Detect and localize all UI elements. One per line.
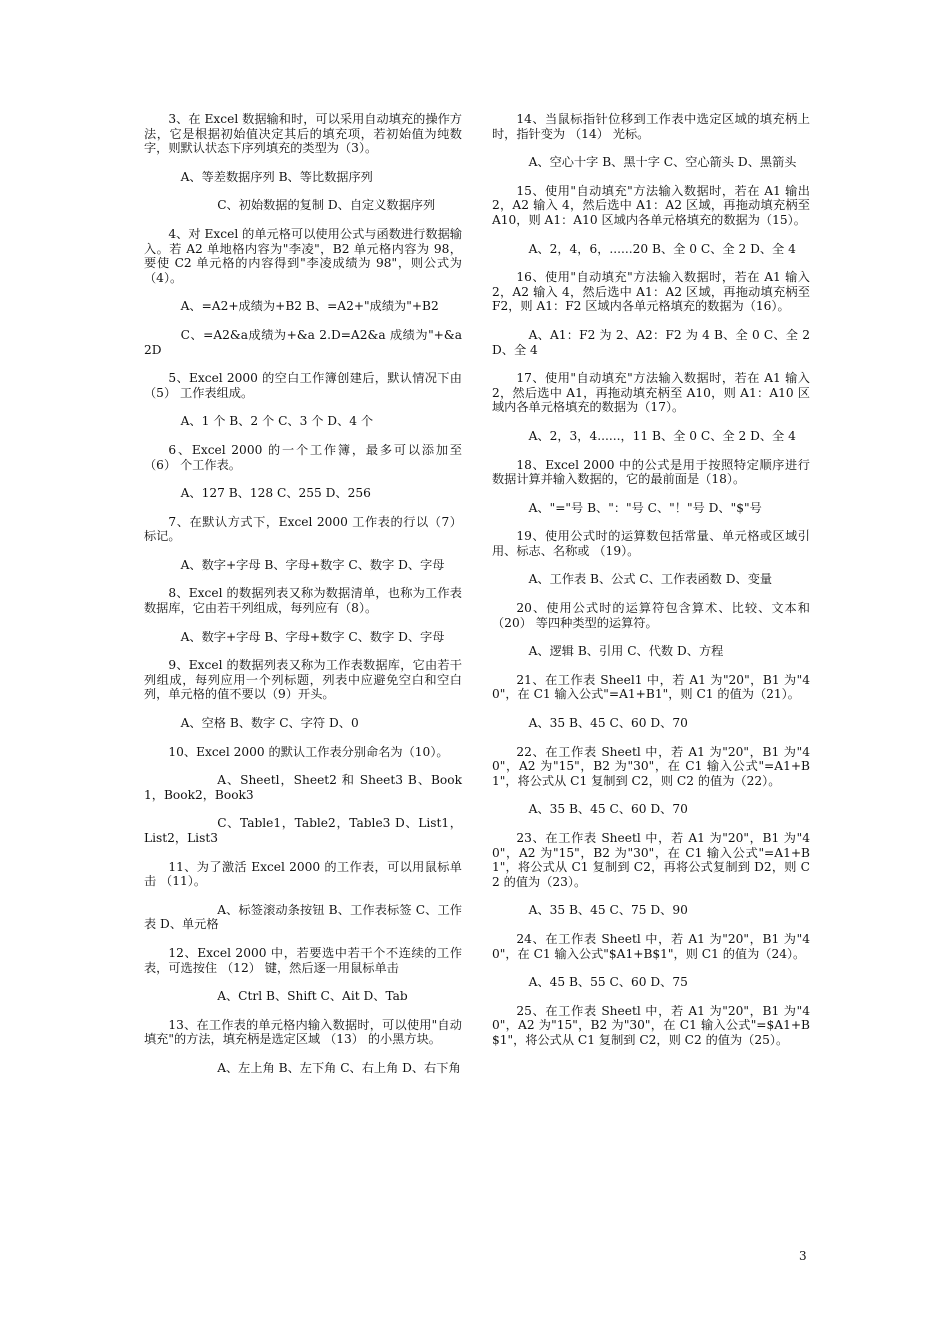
question-text: 15、使用"自动填充"方法输入数据时，若在 A1 输出 2，A2 输入 4，然后选中 A1：A2 区域，再拖动填充柄至 A10，则 A1：A10 区域内各单元格填充的数据为（15）。 xyxy=(492,183,810,227)
question-text: 13、在工作表的单元格内输入数据时，可以使用"自动填充"的方法，填充柄是选定区域 （13） 的小黑方块。 xyxy=(144,1017,462,1047)
answer-options: A、35 B、45 C、60 D、70 xyxy=(528,802,688,817)
answer-options: A、45 B、55 C、60 D、75 xyxy=(528,975,688,990)
answer-options: A、数字+字母 B、字母+数字 C、数字 D、字母 xyxy=(180,629,445,644)
answer-options: A、127 B、128 C、255 D、256 xyxy=(180,486,371,501)
question-text: 17、使用"自动填充"方法输入数据时，若在 A1 输入 2，然后选中 A1，再拖动填充柄至 A10，则 A1：A10 区域内各单元格填充的数据为（17）。 xyxy=(492,371,810,415)
question-text: 5、Excel 2000 的空白工作簿创建后，默认情况下由 （5） 工作表组成。 xyxy=(144,371,462,400)
answer-options: A、标签滚动条按钮 B、工作表标签 C、工作表 D、单元格 xyxy=(144,902,462,932)
right-column xyxy=(492,112,810,1062)
answer-options: A、数字+字母 B、字母+数字 C、数字 D、字母 xyxy=(180,557,445,572)
question-text: 25、在工作表 Sheetl 中，若 A1 为"20"，B1 为"40"，A2 为"15"，B2 为"30"，在 C1 输入公式"=$A1+B$1"，将公式从 C1 复制到 C2，则 C2 的值为（25）。 xyxy=(492,1003,810,1047)
answer-options: A、Ctrl B、Shift C、Ait D、Tab xyxy=(217,989,408,1004)
answer-options: A、35 B、45 C、75 D、90 xyxy=(528,903,688,918)
answer-options: A、空格 B、数字 C、字符 D、0 xyxy=(180,716,359,731)
question-text: 14、当鼠标指针位移到工作表中选定区域的填充柄上时，指针变为 （14） 光标。 xyxy=(492,112,810,141)
answer-options: C、Table1，Table2，Table3 D、List1，List2，List3 xyxy=(144,816,462,845)
answer-options: A、1 个 B、2 个 C、3 个 D、4 个 xyxy=(180,414,374,429)
question-text: 7、在默认方式下，Excel 2000 工作表的行以（7） 标记。 xyxy=(144,514,462,544)
answer-options: A、等差数据序列 B、等比数据序列 xyxy=(180,169,373,184)
question-text: 6、Excel 2000 的一个工作簿，最多可以添加至 （6） 个工作表。 xyxy=(144,442,462,472)
question-text: 16、使用"自动填充"方法输入数据时，若在 A1 输入 2，A2 输入 4，然后选中 A1：A2 区域，再拖动填充柄至 F2，则 A1：F2 区域内各单元格填充的数据为（16）。 xyxy=(492,270,810,314)
page-number: 3 xyxy=(799,1249,807,1263)
answer-options: A、2，3，4......，11 B、全 0 C、全 2 D、全 4 xyxy=(528,428,796,443)
answer-options: C、=A2&a成绩为+&a 2.D=A2&a 成绩为"+&a 2D xyxy=(144,327,462,357)
question-text: 21、在工作表 Sheel1 中，若 A1 为"20"，B1 为"40"，在 C1 输入公式"=A1+B1"，则 C1 的值为（21）。 xyxy=(492,672,810,702)
answer-options: A、工作表 B、公式 C、工作表函数 D、变量 xyxy=(528,572,773,587)
answer-options: A、空心十字 B、黑十字 C、空心箭头 D、黑箭头 xyxy=(528,155,797,170)
question-text: 20、使用公式时的运算符包含算术、比较、文本和 （20） 等四种类型的运算符。 xyxy=(492,601,810,630)
answer-options: C、初始数据的复制 D、自定义数据序列 xyxy=(217,198,436,213)
answer-options: A、35 B、45 C、60 D、70 xyxy=(528,716,688,731)
question-text: 23、在工作表 Sheetl 中，若 A1 为"20"，B1 为"40"，A2 为"15"，B2 为"30"，在 C1 输入公式"=A1+B1"，将公式从 C1 复制到 C2，再将公式复制到 D2，则 C2 的值为（23）。 xyxy=(492,831,810,889)
answer-options: A、逻辑 B、引用 C、代数 D、方程 xyxy=(528,644,724,659)
question-text: 4、对 Excel 的单元格可以使用公式与函数进行数据输入。若 A2 单地格内容为"李凌"，B2 单元格内容为 98，要使 C2 单元格的内容得到"李凌成绩为 98"，则公式为（4）。 xyxy=(144,226,462,285)
answer-options: A、=A2+成绩为+B2 B、=A2+"成绩为"+B2 xyxy=(180,299,439,314)
answer-options: A、A1：F2 为 2、A2：F2 为 4 B、全 0 C、全 2 D、全 4 xyxy=(492,327,810,357)
question-text: 3、在 Excel 数据输和时，可以采用自动填充的操作方法，它是根据初始值决定其后的填充项，若初始值为纯数字，则默认状态下序列填充的类型为（3）。 xyxy=(144,112,462,156)
question-text: 12、Excel 2000 中，若要选中若干个不连续的工作表，可选按住 （12） 键，然后逐一用鼠标单击 xyxy=(144,945,462,975)
answer-options: A、Sheetl，Sheet2 和 Sheet3 B、Book1，Book2，Book3 xyxy=(144,773,462,802)
question-text: 9、Excel 的数据列表又称为工作表数据库，它由若干列组成，每列应用一个列标题，列表中应避免空白和空白列，单元格的值不要以（9）开头。 xyxy=(144,658,462,702)
question-text: 24、在工作表 Sheetl 中，若 A1 为"20"，B1 为"40"，在 C1 输入公式"$A1+B$1"，则 C1 的值为（24）。 xyxy=(492,931,810,961)
question-text: 18、Excel 2000 中的公式是用于按照特定顺序进行数据计算并输入数据的，它的最前面是（18）。 xyxy=(492,457,810,487)
left-column xyxy=(144,112,462,1090)
answer-options: A、左上角 B、左下角 C、右上角 D、右下角 xyxy=(217,1060,461,1075)
question-text: 19、使用公式时的运算数包括常量、单元格或区域引用、标志、名称或 （19）。 xyxy=(492,529,810,558)
answer-options: A、2，4，6，......20 B、全 0 C、全 2 D、全 4 xyxy=(528,241,796,256)
answer-options: A、"="号 B、"："号 C、"！"号 D、"$"号 xyxy=(528,500,762,515)
question-text: 8、Excel 的数据列表又称为数据清单，也称为工作表数据库，它由若干列组成，每列应有（8）。 xyxy=(144,586,462,616)
question-text: 10、Excel 2000 的默认工作表分别命名为（10）。 xyxy=(168,744,449,759)
question-text: 11、为了激活 Excel 2000 的工作表，可以用鼠标单击 （11）。 xyxy=(144,859,462,889)
question-text: 22、在工作表 Sheetl 中，若 A1 为"20"，B1 为"40"，A2 为"15"，B2 为"30"，在 C1 输入公式"=A1+B1"，将公式从 C1 复制到 C2，则 C2 的值为（22）。 xyxy=(492,744,810,788)
